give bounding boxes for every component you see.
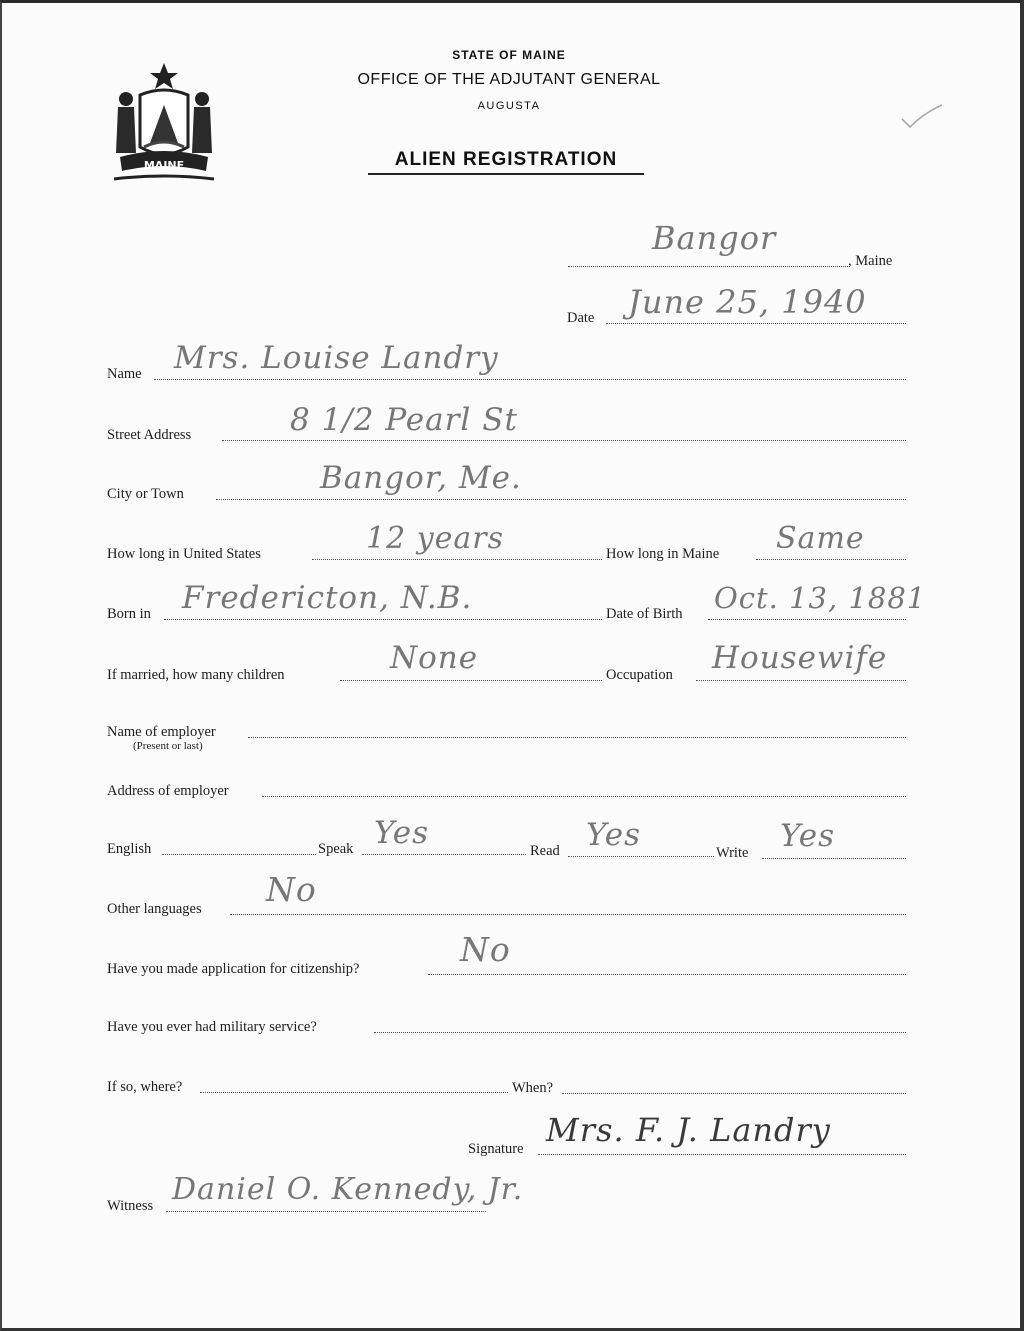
how-long-us-label: How long in United States [107,546,261,562]
witness-entry[interactable]: Daniel O. Kennedy, Jr. [172,1172,524,1207]
write-label: Write [716,845,749,861]
speak-entry[interactable]: Yes [374,815,430,851]
military-service-label: Have you ever had military service? [107,1019,317,1035]
signature-line [538,1154,906,1155]
maine-state-seal-icon [110,61,218,185]
check-mark-icon [900,103,944,129]
how-long-us-line [312,559,602,560]
english-line [162,854,316,855]
children-line [340,680,602,681]
witness-line [166,1211,486,1212]
where-line[interactable] [200,1092,508,1093]
where-label: If so, where? [107,1079,183,1095]
employer-address-label: Address of employer [107,783,229,799]
how-long-maine-entry[interactable]: Same [776,521,865,556]
seal-text: MAINE [143,159,185,172]
date-of-birth-entry[interactable]: Oct. 13, 1881 [714,581,927,615]
read-label: Read [530,843,560,859]
speak-line [362,854,526,855]
name-label: Name [107,366,142,382]
occupation-label: Occupation [606,667,673,683]
employer-sub-label: (Present or last) [133,740,203,752]
when-label: When? [512,1080,554,1096]
born-in-label: Born in [107,606,151,622]
street-address-entry[interactable]: 8 1/2 Pearl St [290,402,518,438]
read-line [568,856,714,857]
citizenship-line [428,974,906,975]
speak-label: Speak [318,841,354,857]
write-line [762,858,906,859]
employer-address-line[interactable] [262,796,906,797]
maine-suffix-label: , Maine [848,253,893,269]
military-service-line[interactable] [374,1032,906,1033]
english-label: English [107,841,152,857]
citizenship-entry[interactable]: No [460,930,511,969]
how-long-maine-label: How long in Maine [606,546,720,562]
write-entry[interactable]: Yes [780,818,836,854]
witness-label: Witness [107,1198,154,1214]
city-line [216,499,906,500]
when-line[interactable] [562,1093,906,1094]
date-line [606,323,906,324]
city-heading: AUGUSTA [477,100,541,112]
born-in-entry[interactable]: Fredericton, N.B. [182,580,473,616]
name-entry[interactable]: Mrs. Louise Landry [174,340,499,376]
citizenship-label: Have you made application for citizenship? [107,961,360,977]
date-of-birth-label: Date of Birth [606,606,683,622]
employer-name-label: Name of employer [107,724,216,740]
children-label: If married, how many children [107,667,285,683]
city-entry[interactable]: Bangor, Me. [320,460,522,496]
office-heading: OFFICE OF THE ADJUTANT GENERAL [357,71,661,88]
read-entry[interactable]: Yes [586,817,642,853]
state-heading: STATE OF MAINE [452,48,566,62]
date-label: Date [567,310,595,326]
occupation-line [696,680,906,681]
city-label: City or Town [107,486,184,502]
born-in-line [164,619,602,620]
other-languages-line [230,914,906,915]
town-line [568,266,850,267]
other-languages-label: Other languages [107,901,202,917]
name-line [154,379,906,380]
children-entry[interactable]: None [390,640,479,676]
street-address-label: Street Address [107,427,192,443]
employer-name-line[interactable] [248,737,906,738]
signature-entry[interactable]: Mrs. F. J. Landry [546,1111,831,1149]
form-title: ALIEN REGISTRATION [368,149,644,175]
occupation-entry[interactable]: Housewife [712,640,888,676]
how-long-maine-line [756,559,906,560]
signature-label: Signature [468,1141,524,1157]
town-entry[interactable]: Bangor [652,219,777,257]
date-of-birth-line [708,619,906,620]
other-languages-entry[interactable]: No [266,870,317,909]
how-long-us-entry[interactable]: 12 years [366,521,505,556]
date-entry[interactable]: June 25, 1940 [628,283,867,321]
street-address-line [222,440,906,441]
